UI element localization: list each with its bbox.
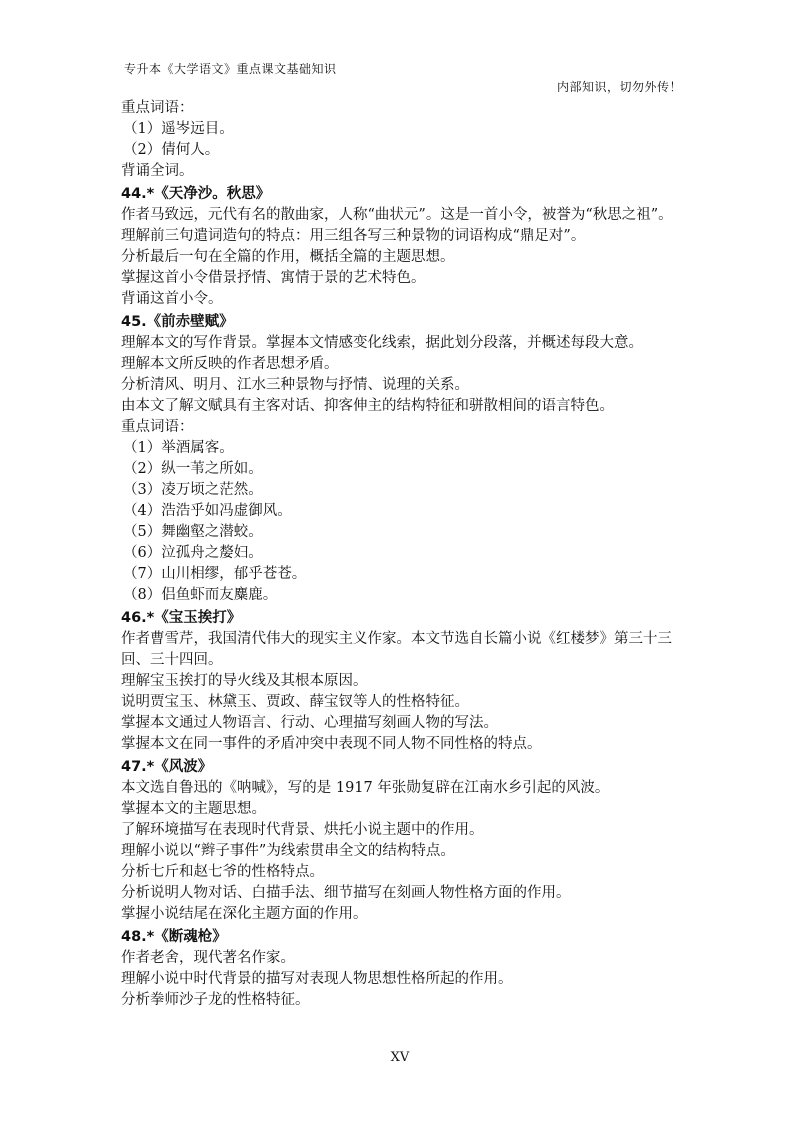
text-line: 分析七斤和赵七爷的性格特点。 — [121, 864, 324, 880]
text-line: 分析清风、明月、江水三种景物与抒情、说理的关系。 — [121, 377, 469, 393]
text-line: 分析最后一句在全篇的作用，概括全篇的主题思想。 — [121, 249, 455, 265]
text-line: 分析拳师沙子龙的性格特征。 — [121, 992, 310, 1008]
list-item: （6）泣孤舟之嫠妇。 — [123, 545, 263, 561]
list-item: （3）凌万顷之茫然。 — [123, 482, 263, 498]
text-line: 掌握本文的主题思想。 — [121, 801, 266, 817]
text-line: 本文选自鲁迅的《呐喊》，写的是 1917 年张勋复辟在江南水乡引起的风波。 — [121, 780, 610, 796]
list-item: （1）举酒属客。 — [123, 440, 234, 456]
text-line: 理解本文所反映的作者思想矛盾。 — [121, 356, 339, 372]
list-item: （4）浩浩乎如冯虚御风。 — [123, 503, 292, 519]
section-heading-46: 46.*《宝玉挨打》 — [121, 610, 242, 626]
text-line: 理解本文的写作背景。掌握本文情感变化线索，据此划分段落，并概述每段大意。 — [121, 335, 643, 351]
section-heading-48: 48.*《断魂枪》 — [121, 929, 227, 945]
text-line: 了解环境描写在表现时代背景、烘托小说主题中的作用。 — [121, 822, 484, 838]
list-item: （1）遥岑远目。 — [123, 121, 234, 137]
text-line: 背诵全词。 — [121, 163, 194, 179]
list-item: （2）纵一苇之所如。 — [123, 461, 263, 477]
text-line: 理解小说以“辫子事件”为线索贯串全文的结构特点。 — [121, 843, 455, 859]
section-heading-47: 47.*《风波》 — [121, 759, 213, 775]
text-line: 理解宝玉挨打的导火线及其根本原因。 — [121, 673, 368, 689]
confidential-notice: 内部知识，切勿外传！ — [556, 80, 682, 94]
text-line: 理解小说中时代背景的描写对表现人物思想性格所起的作用。 — [121, 971, 513, 987]
list-item: （8）侣鱼虾而友麋鹿。 — [123, 587, 278, 603]
paragraph: 作者曹雪芹，我国清代伟大的现实主义作家。本文节选自长篇小说《红楼梦》第三十三回、三十四回。 — [121, 631, 672, 668]
text-line: 背诵这首小令。 — [121, 291, 223, 307]
running-header-title: 专升本《大学语文》重点课文基础知识 — [124, 62, 337, 76]
page-number: XV — [390, 1050, 410, 1065]
list-item: （2）倩何人。 — [123, 142, 220, 158]
text-line: 说明贾宝玉、林黛玉、贾政、薛宝钗等人的性格特征。 — [121, 694, 469, 710]
text-line: 掌握这首小令借景抒情、寓情于景的艺术特色。 — [121, 270, 426, 286]
paragraph: 作者马致远，元代有名的散曲家，人称“曲状元”。这是一首小令，被誉为“秋思之祖”。 — [121, 207, 673, 223]
text-line: 由本文了解文赋具有主客对话、抑客伸主的结构特征和骈散相间的语言特色。 — [121, 398, 614, 414]
list-item: （5）舞幽壑之潜蛟。 — [123, 524, 263, 540]
section-heading-45: 45.《前赤壁赋》 — [121, 314, 234, 330]
text-line: 重点词语： — [121, 100, 194, 116]
text-line: 重点词语： — [121, 419, 194, 435]
text-line: 掌握本文通过人物语言、行动、心理描写刻画人物的写法。 — [121, 715, 498, 731]
section-heading-44: 44.*《天净沙。秋思》 — [121, 186, 271, 202]
text-line: 理解前三句遣词造句的特点：用三组各写三种景物的词语构成“鼎足对”。 — [121, 228, 586, 244]
list-item: （7）山川相缪，郁乎苍苍。 — [123, 566, 307, 582]
text-line: 作者老舍，现代著名作家。 — [121, 950, 295, 966]
page-content — [121, 98, 696, 1011]
text-line: 掌握小说结尾在深化主题方面的作用。 — [121, 906, 368, 922]
text-line: 分析说明人物对话、白描手法、细节描写在刻画人物性格方面的作用。 — [121, 885, 571, 901]
text-line: 掌握本文在同一事件的矛盾冲突中表现不同人物不同性格的特点。 — [121, 736, 542, 752]
